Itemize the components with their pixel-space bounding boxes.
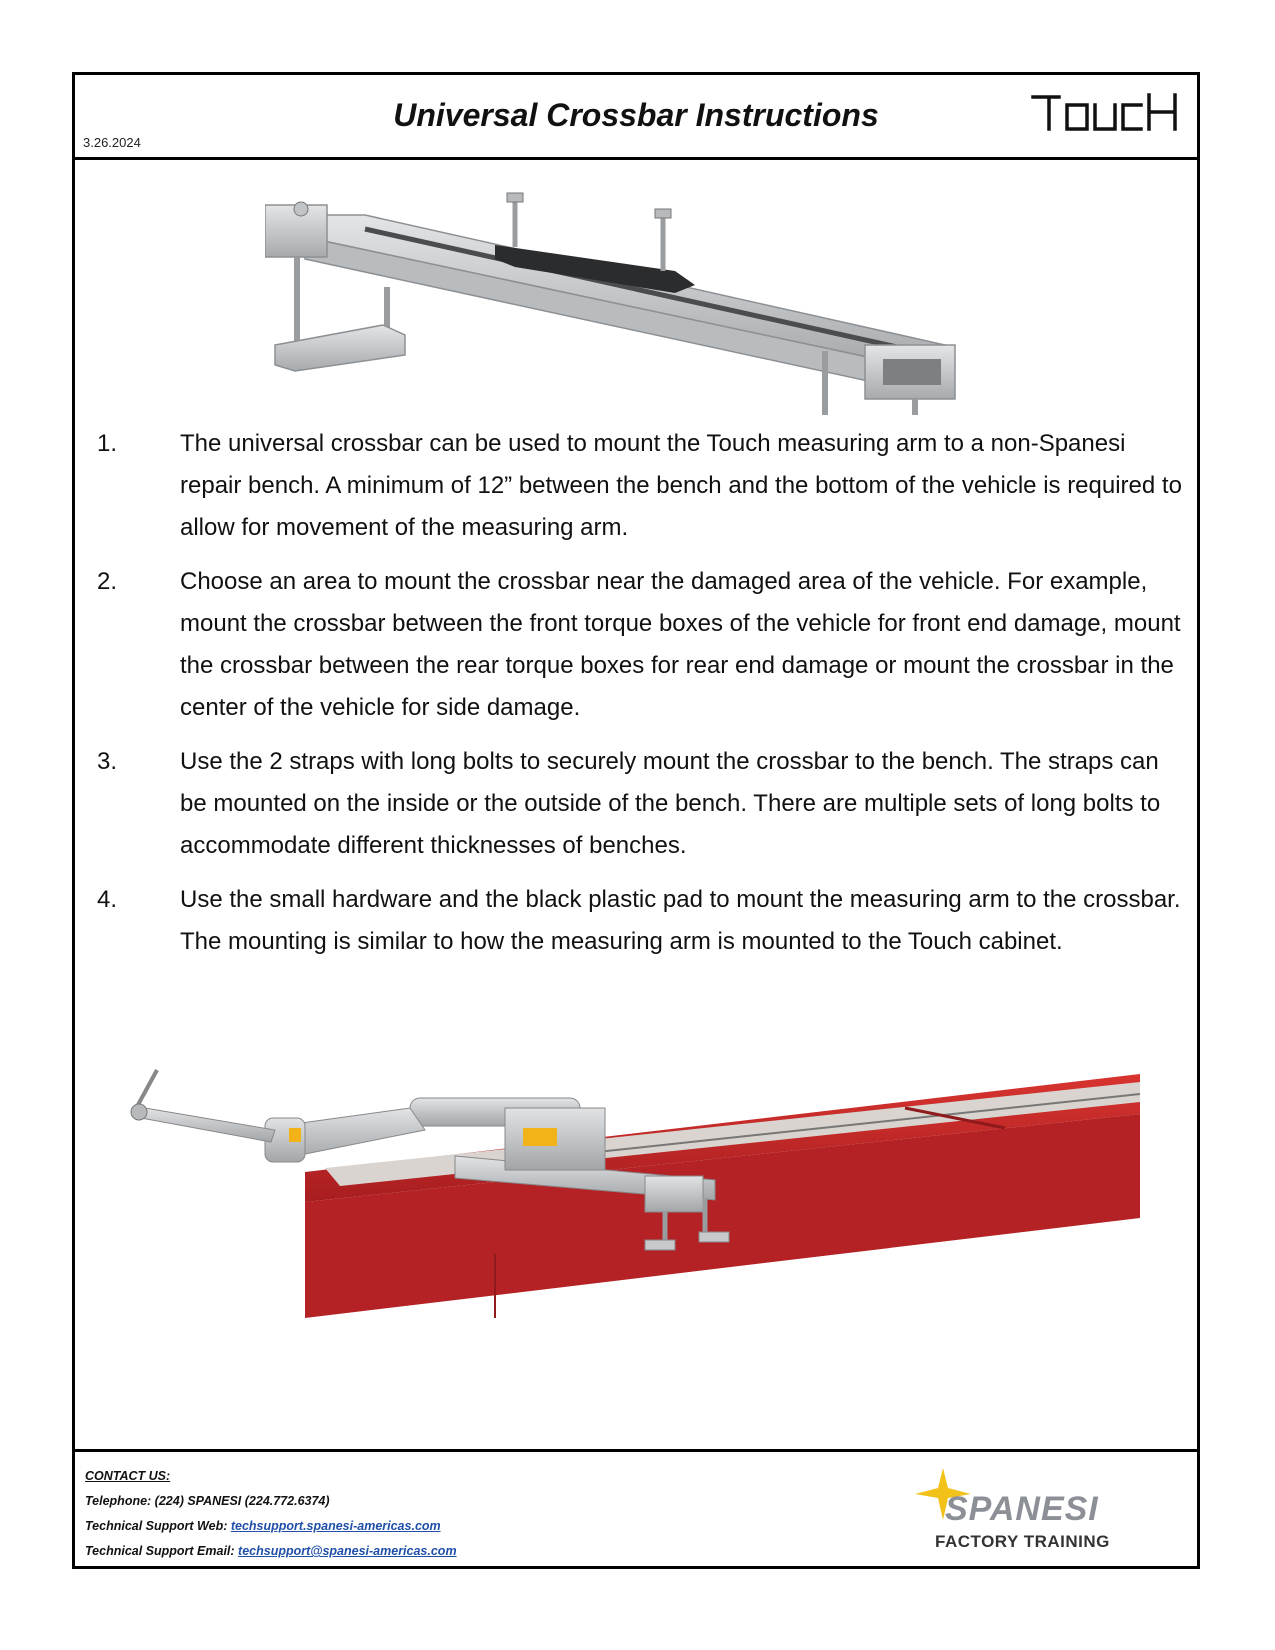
step-number: 2. [97,568,118,595]
page-footer [75,1449,1197,1566]
instruction-step [97,879,1187,963]
step-text: The universal crossbar can be used to mount the Touch measuring arm to a non-Spanesi repair bench. A minimum of 12” between the bench and the bottom of the vehicle is required to allow for movement of the measuring arm. [180,430,1182,541]
step-number: 4. [97,886,118,913]
factory-training-label: FACTORY TRAINING [935,1532,1110,1551]
telephone-line: Telephone: (224) SPANESI (224.772.6374) [85,1494,330,1508]
spanesi-logo [913,1466,1153,1556]
measuring-arm-on-bench-image [125,1068,1200,1318]
support-web-link[interactable]: techsupport.spanesi-americas.com [230,1519,441,1533]
page-title: Universal Crossbar Instructions [393,97,879,133]
step-number: 3. [97,748,118,775]
instruction-steps [97,423,1187,975]
instruction-step [97,741,1187,867]
page-header [75,75,1197,160]
support-email-line [85,1539,457,1564]
instruction-step [97,561,1187,729]
contact-block [85,1464,457,1564]
step-number: 1. [97,430,118,457]
universal-crossbar-image [265,175,965,415]
spanesi-brand: SPANESI [945,1490,1099,1528]
step-text: Use the 2 straps with long bolts to securely mount the crossbar to the bench. The straps can be mounted on the inside or the outside of the bench. There are multiple sets of long bolts to accommodate different thicknesses of benches. [180,748,1161,859]
page-frame [72,72,1200,1569]
support-email-label: Technical Support Email: [85,1544,239,1558]
support-web-line [85,1514,457,1539]
document-date: 3.26.2024 [83,135,141,150]
step-text: Choose an area to mount the crossbar near the damaged area of the vehicle. For example, mount the crossbar between the front torque boxes of the vehicle for front end damage, mount the crossbar between the rear torque boxes for rear end damage or mount the crossbar in the center of the vehicle for side damage. [180,568,1181,721]
contact-heading: CONTACT US: [85,1469,171,1483]
touch-logo [1029,89,1179,137]
instruction-step [97,423,1187,549]
step-text: Use the small hardware and the black plastic pad to mount the measuring arm to the crossbar. The mounting is similar to how the measuring arm is mounted to the Touch cabinet. [180,886,1181,955]
support-web-label: Technical Support Web: [85,1519,231,1533]
support-email-link[interactable]: techsupport@spanesi-americas.com [238,1544,457,1558]
